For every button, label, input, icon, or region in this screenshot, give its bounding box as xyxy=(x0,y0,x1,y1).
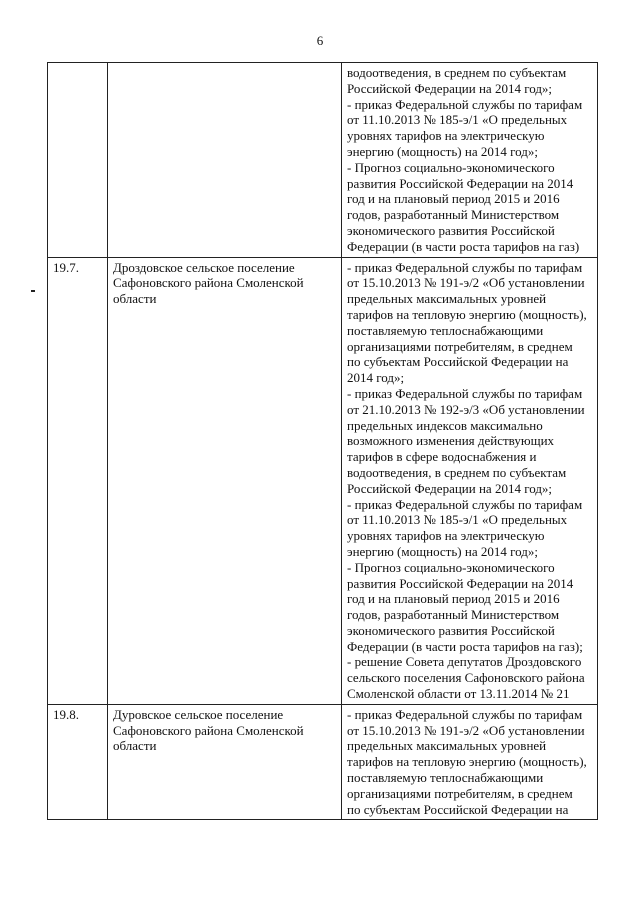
settlement-name-cell xyxy=(108,257,342,704)
text-line: уровнях тарифов на электрическую xyxy=(347,128,545,144)
text-line: - Прогноз социально-экономического xyxy=(347,559,555,575)
text-line: энергию (мощность) на 2014 год»; xyxy=(347,543,538,559)
table-row xyxy=(48,704,598,820)
text-line: области xyxy=(113,738,157,754)
text-line: годов, разработанный Министерством xyxy=(347,207,560,223)
text-line: год и на плановый период 2015 и 2016 xyxy=(347,191,560,207)
text-line: уровнях тарифов на электрическую xyxy=(347,528,545,544)
text-line: - приказ Федеральной службы по тарифам xyxy=(347,259,583,275)
text-line: тарифов на тепловую энергию (мощность), xyxy=(347,754,587,770)
text-line: предельных максимальных уровней xyxy=(347,291,547,307)
table-body xyxy=(48,63,598,820)
text-line: предельных индексов максимально xyxy=(347,417,543,433)
text-line: по субъектам Российской Федерации на xyxy=(347,801,569,817)
text-line: от 15.10.2013 № 191-э/2 «Об установлении xyxy=(347,275,585,291)
row-number-cell: 19.7. xyxy=(48,257,108,704)
text-line: тарифов в сфере водоснабжения и xyxy=(347,449,537,465)
legal-basis-cell xyxy=(342,704,598,820)
text-line: Сафоновского района Смоленской xyxy=(113,275,304,291)
text-line: - решение Совета депутатов Дроздовского xyxy=(347,654,582,670)
text-line: - приказ Федеральной службы по тарифам xyxy=(347,385,583,401)
text-line: организациями потребителям, в среднем xyxy=(347,785,573,801)
text-line: области xyxy=(113,291,157,307)
legal-basis-cell xyxy=(342,63,598,258)
text-line: Смоленской области от 13.11.2014 № 21 xyxy=(347,686,570,702)
row-number-cell xyxy=(48,63,108,258)
text-line: поставляемую теплоснабжающими xyxy=(347,322,544,338)
text-line: предельных максимальных уровней xyxy=(347,738,547,754)
text-line: развития Российской Федерации на 2014 xyxy=(347,575,574,591)
text-line: возможного изменения действующих xyxy=(347,433,555,449)
table-row xyxy=(48,63,598,258)
text-line: Федерации (в части роста тарифов на газ); xyxy=(347,638,583,654)
page-number: 6 xyxy=(316,33,324,48)
text-line: 2014 год»; xyxy=(347,370,405,386)
text-line: организациями потребителям, в среднем xyxy=(347,338,573,354)
text-line: Сафоновского района Смоленской xyxy=(113,722,304,738)
settlement-name-cell xyxy=(108,63,342,258)
text-line: Российской Федерации на 2014 год»; xyxy=(347,80,553,96)
text-line: - приказ Федеральной службы по тарифам xyxy=(347,496,583,512)
text-line: - приказ Федеральной службы по тарифам xyxy=(347,706,583,722)
legal-basis-cell xyxy=(342,257,598,704)
text-line: от 11.10.2013 № 185-э/1 «О предельных xyxy=(347,512,568,528)
text-line: по субъектам Российской Федерации на xyxy=(347,354,569,370)
text-line: Дуровское сельское поселение xyxy=(113,706,284,722)
text-line: водоотведения, в среднем по субъектам xyxy=(347,65,567,80)
margin-dash-mark xyxy=(31,290,35,292)
text-line: поставляемую теплоснабжающими xyxy=(347,770,544,786)
text-line: год и на плановый период 2015 и 2016 xyxy=(347,591,560,607)
text-line: Федерации (в части роста тарифов на газ) xyxy=(347,238,580,254)
text-line: развития Российской Федерации на 2014 xyxy=(347,175,574,191)
text-line: - приказ Федеральной службы по тарифам xyxy=(347,96,583,112)
text-line: экономического развития Российской xyxy=(347,622,555,638)
text-line: экономического развития Российской xyxy=(347,222,555,238)
text-line: Российской Федерации на 2014 год»; xyxy=(347,480,553,496)
text-line: от 21.10.2013 № 192-э/3 «Об установлении xyxy=(347,401,585,417)
text-line: Дроздовское сельское поселение xyxy=(113,259,295,275)
text-line: - Прогноз социально-экономического xyxy=(347,159,555,175)
text-line: годов, разработанный Министерством xyxy=(347,607,560,623)
table-row xyxy=(48,257,598,704)
text-line: водоотведения, в среднем по субъектам xyxy=(347,464,567,480)
text-line: энергию (мощность) на 2014 год»; xyxy=(347,143,538,159)
tariff-basis-table xyxy=(47,62,598,820)
row-number-cell: 19.8. xyxy=(48,704,108,820)
text-line: сельского поселения Сафоновского района xyxy=(347,670,585,686)
text-line: тарифов на тепловую энергию (мощность), xyxy=(347,306,587,322)
text-line: от 11.10.2013 № 185-э/1 «О предельных xyxy=(347,112,568,128)
text-line: от 15.10.2013 № 191-э/2 «Об установлении xyxy=(347,722,585,738)
settlement-name-cell xyxy=(108,704,342,820)
